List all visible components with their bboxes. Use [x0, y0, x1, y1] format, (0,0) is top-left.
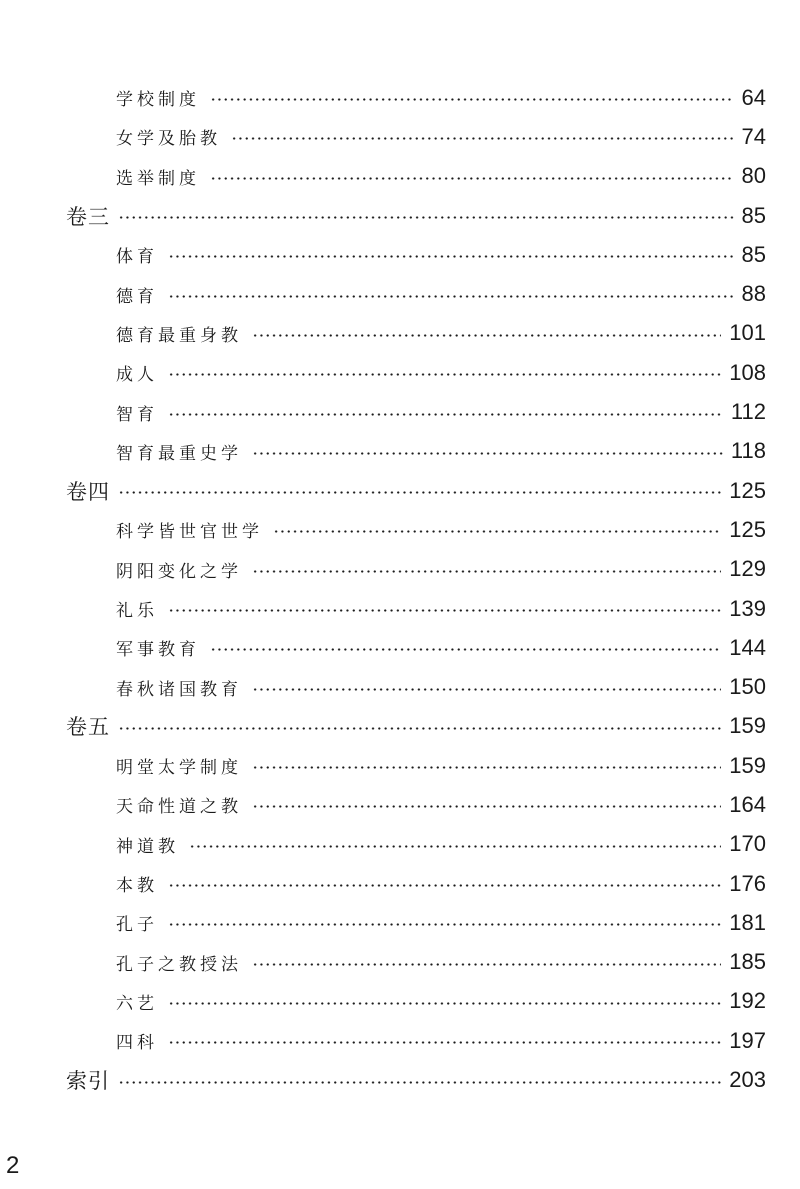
page-number: 2	[6, 1152, 20, 1179]
toc-entry-page: 125	[729, 516, 766, 542]
toc-entry-page: 185	[729, 949, 766, 975]
dot-leader	[252, 963, 721, 966]
toc-entry-womens-education[interactable]	[0, 117, 800, 156]
dot-leader	[118, 491, 721, 494]
dot-leader	[252, 452, 723, 455]
toc-entry-title: 德育最重身教	[116, 325, 242, 346]
toc-entry-school-system[interactable]	[0, 78, 800, 117]
toc-entry-page: 101	[729, 320, 766, 346]
toc-entry-title: 卷三	[66, 204, 110, 229]
toc-entry-page: 197	[729, 1027, 766, 1053]
toc-entry-title: 女学及胎教	[116, 129, 221, 150]
toc-entry-moral-by-example[interactable]	[0, 314, 800, 353]
dot-leader	[168, 884, 721, 887]
dot-leader	[118, 216, 734, 219]
toc-entry-root-teaching[interactable]	[0, 864, 800, 903]
toc-entry-page: 181	[729, 909, 766, 935]
toc-entry-volume-5[interactable]	[0, 707, 800, 746]
toc-entry-six-arts[interactable]	[0, 982, 800, 1021]
toc-entry-page: 85	[741, 241, 766, 267]
toc-entry-title: 六艺	[116, 993, 158, 1014]
toc-entry-title: 本教	[116, 876, 158, 897]
toc-entry-mingtang-taixue[interactable]	[0, 746, 800, 785]
toc-entry-page: 80	[741, 163, 766, 189]
toc-entry-hereditary-learning[interactable]	[0, 510, 800, 549]
dot-leader	[168, 295, 734, 298]
toc-entry-page: 118	[730, 438, 766, 464]
toc-entry-volume-3[interactable]	[0, 196, 800, 235]
toc-entry-page: 112	[730, 399, 766, 425]
dot-leader	[168, 923, 721, 926]
dot-leader	[210, 98, 734, 101]
dot-leader	[252, 766, 721, 769]
toc-entry-confucius[interactable]	[0, 903, 800, 942]
dot-leader	[168, 255, 734, 258]
dot-leader	[168, 1041, 721, 1044]
table-of-contents	[0, 78, 800, 1100]
dot-leader	[273, 530, 721, 533]
dot-leader	[252, 570, 721, 573]
toc-entry-page: 74	[741, 123, 766, 149]
dot-leader	[252, 334, 721, 337]
toc-entry-page: 129	[729, 556, 766, 582]
toc-entry-page: 164	[729, 791, 766, 817]
toc-entry-title: 春秋诸国教育	[116, 679, 242, 700]
dot-leader	[210, 648, 721, 651]
toc-entry-page: 176	[729, 870, 766, 896]
toc-entry-intellect-history[interactable]	[0, 432, 800, 471]
toc-entry-adulthood[interactable]	[0, 353, 800, 392]
toc-entry-title: 科学皆世官世学	[116, 522, 263, 543]
toc-entry-intellectual-education[interactable]	[0, 392, 800, 431]
toc-entry-yin-yang[interactable]	[0, 550, 800, 589]
toc-entry-title: 智育最重史学	[116, 443, 242, 464]
toc-entry-page: 108	[729, 359, 766, 385]
toc-entry-moral-education[interactable]	[0, 274, 800, 313]
toc-entry-page: 88	[741, 281, 766, 307]
toc-entry-index[interactable]	[0, 1060, 800, 1099]
toc-entry-title: 德育	[116, 286, 158, 307]
toc-entry-rites-music[interactable]	[0, 589, 800, 628]
toc-entry-page: 85	[741, 202, 766, 228]
toc-entry-title: 四科	[116, 1033, 158, 1054]
toc-entry-title: 成人	[116, 365, 158, 386]
toc-entry-page: 139	[729, 595, 766, 621]
toc-entry-title: 孔子	[116, 915, 158, 936]
dot-leader	[118, 727, 721, 730]
dot-leader	[231, 137, 734, 140]
toc-entry-title: 神道教	[116, 836, 179, 857]
toc-entry-selection-system[interactable]	[0, 157, 800, 196]
toc-entry-page: 159	[729, 752, 766, 778]
dot-leader	[168, 1002, 721, 1005]
dot-leader	[189, 845, 721, 848]
toc-entry-title: 礼乐	[116, 601, 158, 621]
toc-entry-title: 阴阳变化之学	[116, 561, 242, 582]
toc-entry-physical-education[interactable]	[0, 235, 800, 274]
dot-leader	[168, 373, 721, 376]
dot-leader	[118, 1081, 721, 1084]
toc-entry-page: 192	[729, 988, 766, 1014]
toc-entry-page: 159	[729, 713, 766, 739]
toc-entry-title: 选举制度	[116, 168, 200, 189]
toc-entry-four-subjects[interactable]	[0, 1021, 800, 1060]
dot-leader	[252, 805, 721, 808]
dot-leader	[210, 177, 734, 180]
dot-leader	[168, 413, 723, 416]
toc-entry-title: 军事教育	[116, 640, 200, 661]
toc-entry-volume-4[interactable]	[0, 471, 800, 510]
toc-entry-military-education[interactable]	[0, 628, 800, 667]
toc-entry-title: 天命性道之教	[116, 797, 242, 818]
toc-entry-heavenly-mandate[interactable]	[0, 785, 800, 824]
dot-leader	[252, 688, 721, 691]
toc-entry-title: 学校制度	[116, 90, 200, 111]
toc-entry-page: 150	[729, 674, 766, 700]
toc-entry-confucius-teaching-method[interactable]	[0, 943, 800, 982]
toc-entry-page: 144	[729, 634, 766, 660]
toc-entry-title: 明堂太学制度	[116, 758, 242, 779]
toc-entry-page: 125	[729, 477, 766, 503]
dot-leader	[168, 609, 721, 612]
toc-entry-spring-autumn-states[interactable]	[0, 667, 800, 706]
toc-entry-title: 索引	[66, 1069, 110, 1094]
toc-entry-title: 卷四	[66, 479, 110, 504]
toc-entry-divine-teaching[interactable]	[0, 825, 800, 864]
toc-entry-page: 203	[729, 1067, 766, 1093]
toc-entry-title: 智育	[116, 404, 158, 425]
toc-entry-title: 卷五	[66, 715, 110, 740]
toc-entry-title: 体育	[116, 247, 158, 268]
toc-entry-page: 170	[729, 831, 766, 857]
toc-entry-title: 孔子之教授法	[116, 954, 242, 975]
toc-entry-page: 64	[741, 84, 766, 110]
